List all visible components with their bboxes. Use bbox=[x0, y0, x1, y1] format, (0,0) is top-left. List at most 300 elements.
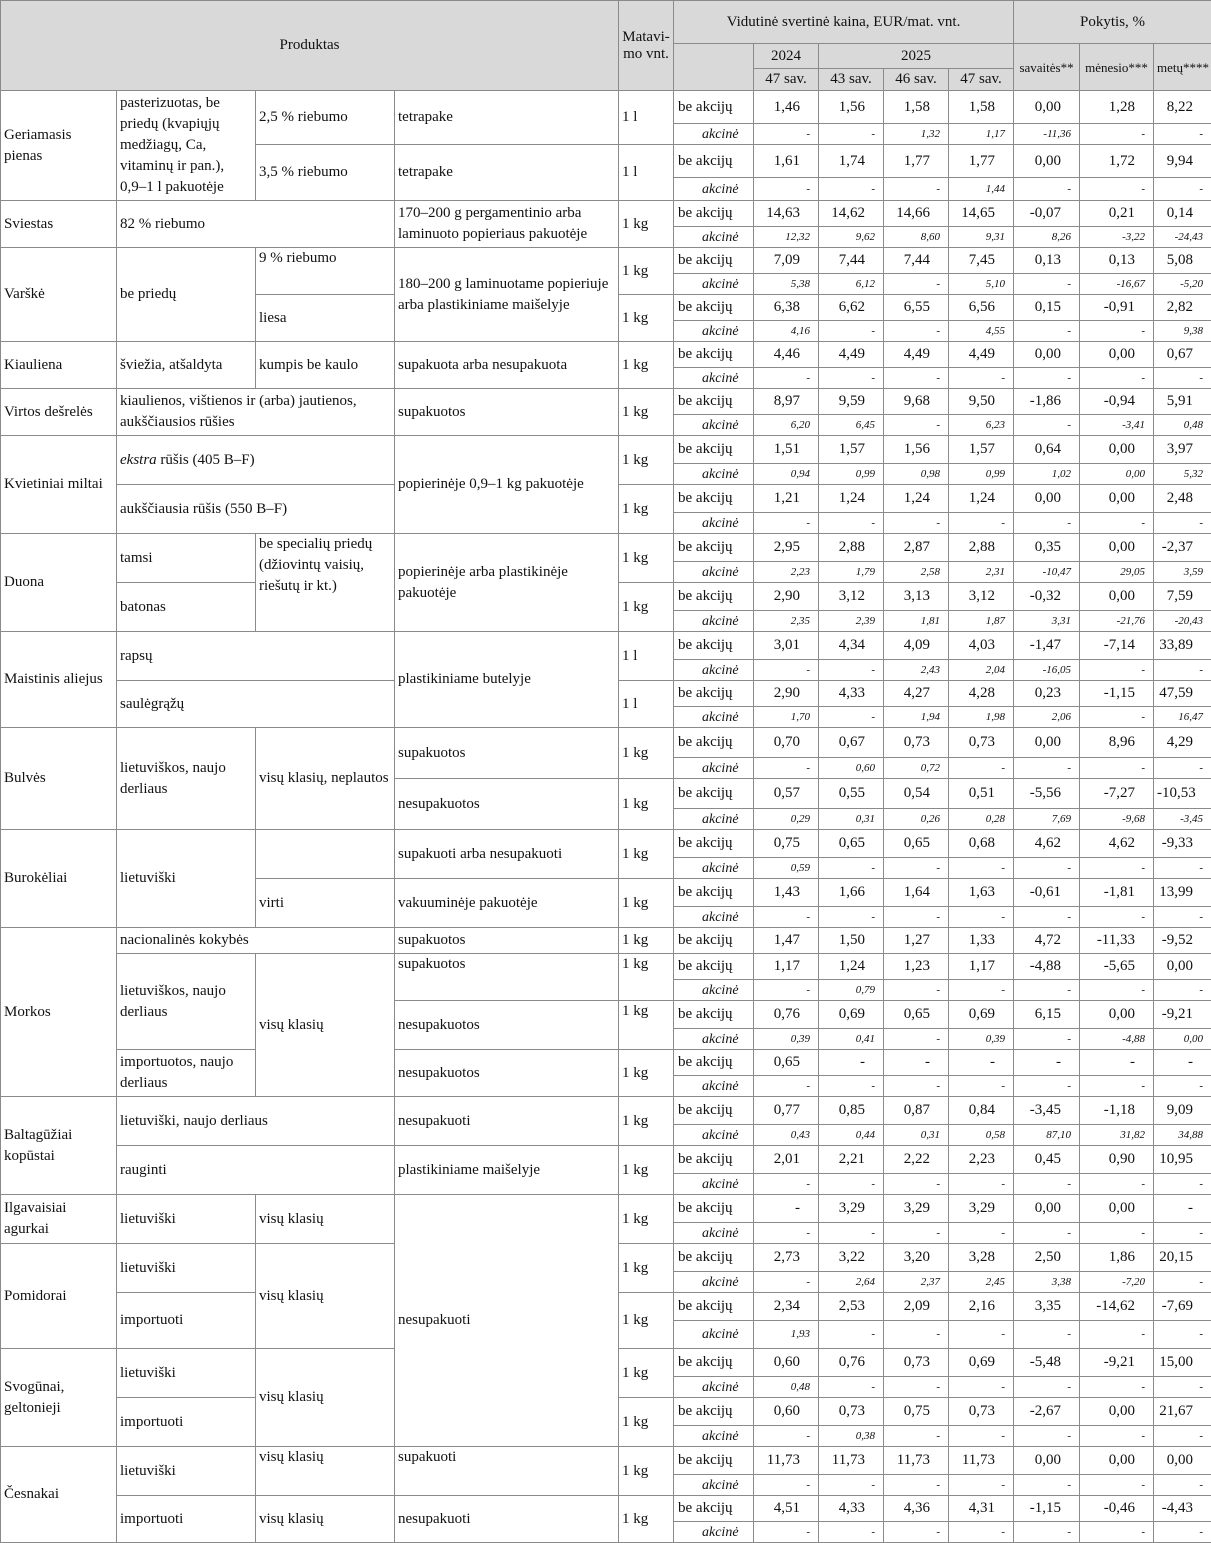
product-name: Pomidorai bbox=[1, 1244, 117, 1349]
unit-cell: 1 kg bbox=[619, 1398, 674, 1447]
product-package: nesupakuotos bbox=[395, 779, 619, 830]
price-value: 0,65 bbox=[819, 830, 884, 858]
change-value: -10,47 bbox=[1014, 562, 1080, 583]
price-value: - bbox=[884, 858, 949, 879]
product-spec: batonas bbox=[117, 583, 256, 632]
price-value: 14,66 bbox=[884, 201, 949, 227]
change-value: - bbox=[1014, 1426, 1080, 1447]
table-row-be-akciju bbox=[1, 1097, 1211, 1125]
change-value: -1,15 bbox=[1014, 1496, 1080, 1522]
change-value: 20,15 bbox=[1154, 1244, 1211, 1272]
change-value: - bbox=[1154, 980, 1211, 1001]
table-row-be-akciju bbox=[1, 954, 1211, 980]
price-value: 4,49 bbox=[819, 342, 884, 368]
price-value: - bbox=[819, 707, 884, 728]
product-name: Varškė bbox=[1, 248, 117, 342]
price-value: 1,44 bbox=[949, 178, 1014, 201]
price-value: 0,48 bbox=[754, 1377, 819, 1398]
change-value: - bbox=[1080, 1321, 1154, 1349]
change-value: 34,88 bbox=[1154, 1125, 1211, 1146]
price-type-akcine: akcinė bbox=[674, 513, 754, 534]
price-type-regular: be akcijų bbox=[674, 342, 754, 368]
price-value: - bbox=[949, 1050, 1014, 1076]
price-value: 9,59 bbox=[819, 389, 884, 415]
table-row-be-akciju bbox=[1, 534, 1211, 562]
price-type-akcine: akcinė bbox=[674, 415, 754, 436]
price-value: 2,58 bbox=[884, 562, 949, 583]
price-type-akcine: akcinė bbox=[674, 1475, 754, 1496]
change-value: 3,31 bbox=[1014, 611, 1080, 632]
table-row-be-akciju bbox=[1, 1447, 1211, 1475]
price-value: - bbox=[949, 858, 1014, 879]
product-spec: virti bbox=[256, 879, 395, 928]
change-value: 0,00 bbox=[1080, 1447, 1154, 1475]
change-value: -7,27 bbox=[1080, 779, 1154, 809]
change-value: -9,52 bbox=[1154, 928, 1211, 954]
change-value: - bbox=[1014, 758, 1080, 779]
change-value: 0,00 bbox=[1014, 1447, 1080, 1475]
change-value: 0,00 bbox=[1080, 1195, 1154, 1223]
change-value: - bbox=[1154, 368, 1211, 389]
change-value: - bbox=[1154, 1050, 1211, 1076]
change-value: - bbox=[1014, 1475, 1080, 1496]
price-value: 1,57 bbox=[949, 436, 1014, 464]
unit-cell: 1 kg bbox=[619, 779, 674, 830]
change-value: 29,05 bbox=[1080, 562, 1154, 583]
change-value: - bbox=[1154, 1377, 1211, 1398]
price-value: 2,31 bbox=[949, 562, 1014, 583]
price-value: - bbox=[949, 1174, 1014, 1195]
price-value: 0,60 bbox=[754, 1349, 819, 1377]
change-value: -9,68 bbox=[1080, 809, 1154, 830]
product-package: 170–200 g pergamentinio arba laminuoto popieriaus pakuotėje bbox=[395, 201, 619, 248]
change-value: - bbox=[1014, 321, 1080, 342]
price-value: - bbox=[754, 1223, 819, 1244]
header-change-year: metų**** bbox=[1154, 44, 1211, 91]
price-type-regular: be akcijų bbox=[674, 954, 754, 980]
change-value: - bbox=[1080, 1475, 1154, 1496]
change-value: -0,61 bbox=[1014, 879, 1080, 907]
change-value: 16,47 bbox=[1154, 707, 1211, 728]
unit-cell: 1 kg bbox=[619, 928, 674, 954]
change-value: -4,43 bbox=[1154, 1496, 1211, 1522]
price-value: 1,17 bbox=[949, 124, 1014, 145]
change-value: - bbox=[1154, 1174, 1211, 1195]
price-type-akcine: akcinė bbox=[674, 1174, 754, 1195]
price-value: 0,54 bbox=[884, 779, 949, 809]
change-value: 2,06 bbox=[1014, 707, 1080, 728]
price-value: 1,23 bbox=[884, 954, 949, 980]
unit-cell: 1 l bbox=[619, 632, 674, 681]
table-row-be-akciju bbox=[1, 1195, 1211, 1223]
price-type-regular: be akcijų bbox=[674, 583, 754, 611]
price-value: - bbox=[949, 1377, 1014, 1398]
price-type-akcine: akcinė bbox=[674, 858, 754, 879]
product-spec: lietuviški, naujo derliaus bbox=[117, 1097, 395, 1146]
change-value: - bbox=[1080, 1076, 1154, 1097]
price-value: 2,34 bbox=[754, 1293, 819, 1321]
table-body bbox=[1, 91, 1211, 1543]
price-value: 2,87 bbox=[884, 534, 949, 562]
price-value: 1,87 bbox=[949, 611, 1014, 632]
price-type-regular: be akcijų bbox=[674, 248, 754, 274]
price-value: 7,44 bbox=[884, 248, 949, 274]
change-value: 2,82 bbox=[1154, 295, 1211, 321]
product-spec: visų klasių bbox=[256, 1349, 395, 1447]
price-value: - bbox=[754, 124, 819, 145]
product-spec: lietuviškos, naujo derliaus bbox=[117, 728, 256, 830]
change-value: -0,07 bbox=[1014, 201, 1080, 227]
price-value: 2,90 bbox=[754, 681, 819, 707]
change-value: - bbox=[1080, 513, 1154, 534]
price-value: - bbox=[819, 1076, 884, 1097]
price-value: 1,94 bbox=[884, 707, 949, 728]
table-row-be-akciju bbox=[1, 1050, 1211, 1076]
price-value: 4,33 bbox=[819, 681, 884, 707]
product-name: Duona bbox=[1, 534, 117, 632]
product-spec: visų klasių bbox=[256, 954, 395, 1097]
price-value: 1,56 bbox=[819, 91, 884, 124]
table-row-be-akciju bbox=[1, 342, 1211, 368]
product-spec: liesa bbox=[256, 295, 395, 342]
change-value: 1,02 bbox=[1014, 464, 1080, 485]
price-type-akcine: akcinė bbox=[674, 178, 754, 201]
change-value: -0,94 bbox=[1080, 389, 1154, 415]
change-value: 33,89 bbox=[1154, 632, 1211, 660]
change-value: - bbox=[1080, 1426, 1154, 1447]
unit-cell: 1 kg bbox=[619, 389, 674, 436]
product-spec: tamsi bbox=[117, 534, 256, 583]
price-value: 0,65 bbox=[884, 1001, 949, 1029]
change-value: 0,00 bbox=[1014, 1195, 1080, 1223]
price-value: 7,45 bbox=[949, 248, 1014, 274]
change-value: 4,62 bbox=[1080, 830, 1154, 858]
price-value: 0,99 bbox=[819, 464, 884, 485]
change-value: - bbox=[1014, 1050, 1080, 1076]
product-spec: importuoti bbox=[117, 1293, 256, 1349]
price-value: 0,75 bbox=[754, 830, 819, 858]
price-value: 1,64 bbox=[884, 879, 949, 907]
change-value: 3,59 bbox=[1154, 562, 1211, 583]
change-value: 0,14 bbox=[1154, 201, 1211, 227]
change-value: - bbox=[1154, 907, 1211, 928]
price-value: 1,79 bbox=[819, 562, 884, 583]
price-value: - bbox=[819, 124, 884, 145]
price-value: 1,21 bbox=[754, 485, 819, 513]
change-value: 0,00 bbox=[1080, 464, 1154, 485]
change-value: - bbox=[1154, 1321, 1211, 1349]
price-value: 2,88 bbox=[819, 534, 884, 562]
price-value: 0,69 bbox=[819, 1001, 884, 1029]
change-value: - bbox=[1080, 707, 1154, 728]
change-value: 0,35 bbox=[1014, 534, 1080, 562]
change-value: 0,00 bbox=[1014, 485, 1080, 513]
price-value: 6,56 bbox=[949, 295, 1014, 321]
price-value: 0,73 bbox=[884, 1349, 949, 1377]
price-value: 1,32 bbox=[884, 124, 949, 145]
change-value: -7,69 bbox=[1154, 1293, 1211, 1321]
price-value: - bbox=[819, 1223, 884, 1244]
change-value: -4,88 bbox=[1080, 1029, 1154, 1050]
product-spec: 2,5 % riebumo bbox=[256, 91, 395, 145]
price-type-akcine: akcinė bbox=[674, 124, 754, 145]
change-value: 0,90 bbox=[1080, 1146, 1154, 1174]
change-value: 13,99 bbox=[1154, 879, 1211, 907]
price-value: 1,24 bbox=[949, 485, 1014, 513]
product-spec: importuoti bbox=[117, 1496, 256, 1543]
product-package: nesupakuoti bbox=[395, 1496, 619, 1543]
price-type-akcine: akcinė bbox=[674, 660, 754, 681]
change-value: -5,56 bbox=[1014, 779, 1080, 809]
change-value: 5,08 bbox=[1154, 248, 1211, 274]
price-value: 6,38 bbox=[754, 295, 819, 321]
product-package: nesupakuotos bbox=[395, 1050, 619, 1097]
change-value: 2,48 bbox=[1154, 485, 1211, 513]
price-value: 1,77 bbox=[949, 145, 1014, 178]
change-value: -16,05 bbox=[1014, 660, 1080, 681]
product-name: Ilgavaisiai agurkai bbox=[1, 1195, 117, 1244]
price-value: - bbox=[754, 513, 819, 534]
price-value: 14,63 bbox=[754, 201, 819, 227]
change-value: 0,00 bbox=[1080, 1001, 1154, 1029]
unit-cell: 1 kg bbox=[619, 1244, 674, 1293]
change-value: - bbox=[1014, 858, 1080, 879]
price-value: 5,10 bbox=[949, 274, 1014, 295]
unit-cell: 1 kg bbox=[619, 201, 674, 248]
price-type-regular: be akcijų bbox=[674, 779, 754, 809]
change-value: - bbox=[1080, 660, 1154, 681]
price-value: - bbox=[819, 907, 884, 928]
price-value: - bbox=[884, 1321, 949, 1349]
change-value: - bbox=[1014, 1522, 1080, 1543]
product-spec: pasterizuotas, be priedų (kvapiųjų medžiagų, Ca, vitaminų ir pan.), 0,9–1 l pakuotėje bbox=[117, 91, 256, 201]
change-value: -7,20 bbox=[1080, 1272, 1154, 1293]
change-value: -1,86 bbox=[1014, 389, 1080, 415]
change-value: - bbox=[1154, 1426, 1211, 1447]
price-type-regular: be akcijų bbox=[674, 1097, 754, 1125]
price-value: 1,46 bbox=[754, 91, 819, 124]
price-value: 3,29 bbox=[819, 1195, 884, 1223]
header-change-week: savaitės** bbox=[1014, 44, 1080, 91]
price-value: 0,69 bbox=[949, 1349, 1014, 1377]
header-year-2025: 2025 bbox=[819, 44, 1014, 69]
product-spec bbox=[256, 830, 395, 879]
product-name: Sviestas bbox=[1, 201, 117, 248]
change-value: -3,45 bbox=[1154, 809, 1211, 830]
price-value: 0,72 bbox=[884, 758, 949, 779]
price-value: 0,87 bbox=[884, 1097, 949, 1125]
price-value: 2,21 bbox=[819, 1146, 884, 1174]
price-value: - bbox=[884, 415, 949, 436]
unit-cell: 1 l bbox=[619, 145, 674, 201]
price-type-akcine: akcinė bbox=[674, 907, 754, 928]
unit-cell: 1 kg bbox=[619, 1349, 674, 1398]
price-type-akcine: akcinė bbox=[674, 980, 754, 1001]
price-value: 6,55 bbox=[884, 295, 949, 321]
price-value: 1,74 bbox=[819, 145, 884, 178]
price-type-akcine: akcinė bbox=[674, 562, 754, 583]
price-value: 11,73 bbox=[819, 1447, 884, 1475]
price-value: 0,31 bbox=[819, 809, 884, 830]
price-value: 0,99 bbox=[949, 464, 1014, 485]
product-name: Geriamasis pienas bbox=[1, 91, 117, 201]
table-row-be-akciju bbox=[1, 201, 1211, 227]
price-value: 7,44 bbox=[819, 248, 884, 274]
product-spec: visų klasių bbox=[256, 1447, 395, 1496]
price-value: 11,73 bbox=[884, 1447, 949, 1475]
price-value: 4,16 bbox=[754, 321, 819, 342]
price-value: 11,73 bbox=[754, 1447, 819, 1475]
unit-cell: 1 l bbox=[619, 681, 674, 728]
price-type-akcine: akcinė bbox=[674, 758, 754, 779]
price-value: - bbox=[819, 1377, 884, 1398]
change-value: 4,72 bbox=[1014, 928, 1080, 954]
price-value: 4,55 bbox=[949, 321, 1014, 342]
table-row-be-akciju bbox=[1, 632, 1211, 660]
change-value: 7,59 bbox=[1154, 583, 1211, 611]
header-change-group: Pokytis, % bbox=[1014, 1, 1211, 44]
change-value: - bbox=[1154, 1195, 1211, 1223]
price-type-akcine: akcinė bbox=[674, 1125, 754, 1146]
change-value: - bbox=[1080, 858, 1154, 879]
product-spec: nacionalinės kokybės bbox=[117, 928, 395, 954]
price-type-akcine: akcinė bbox=[674, 227, 754, 248]
product-name: Baltagūžiai kopūstai bbox=[1, 1097, 117, 1195]
price-value: 0,69 bbox=[949, 1001, 1014, 1029]
change-value: 8,96 bbox=[1080, 728, 1154, 758]
price-value: 9,50 bbox=[949, 389, 1014, 415]
price-value: 4,36 bbox=[884, 1496, 949, 1522]
price-value: 1,51 bbox=[754, 436, 819, 464]
change-value: 9,38 bbox=[1154, 321, 1211, 342]
price-type-akcine: akcinė bbox=[674, 1522, 754, 1543]
price-value: 2,73 bbox=[754, 1244, 819, 1272]
price-value: 0,98 bbox=[884, 464, 949, 485]
change-value: 8,22 bbox=[1154, 91, 1211, 124]
price-type-regular: be akcijų bbox=[674, 295, 754, 321]
price-value: 0,65 bbox=[754, 1050, 819, 1076]
table-row-be-akciju bbox=[1, 830, 1211, 858]
change-value: 0,00 bbox=[1080, 583, 1154, 611]
price-value: - bbox=[819, 178, 884, 201]
change-value: -5,48 bbox=[1014, 1349, 1080, 1377]
change-value: -1,47 bbox=[1014, 632, 1080, 660]
change-value: - bbox=[1014, 1174, 1080, 1195]
header-week: 43 sav. bbox=[819, 69, 884, 91]
change-value: 0,23 bbox=[1014, 681, 1080, 707]
price-value: 1,63 bbox=[949, 879, 1014, 907]
price-type-regular: be akcijų bbox=[674, 830, 754, 858]
unit-cell: 1 kg bbox=[619, 534, 674, 583]
price-value: 0,38 bbox=[819, 1426, 884, 1447]
price-value: 3,13 bbox=[884, 583, 949, 611]
change-value: 0,00 bbox=[1014, 728, 1080, 758]
unit-cell: 1 kg bbox=[619, 1293, 674, 1349]
change-value: - bbox=[1154, 1522, 1211, 1543]
price-value: 7,09 bbox=[754, 248, 819, 274]
price-value: 3,29 bbox=[949, 1195, 1014, 1223]
product-spec: saulėgrąžų bbox=[117, 681, 395, 728]
product-spec: kiaulienos, vištienos ir (arba) jautienos, aukščiausios rūšies bbox=[117, 389, 395, 436]
change-value: - bbox=[1080, 907, 1154, 928]
change-value: 0,00 bbox=[1080, 534, 1154, 562]
change-value: 0,67 bbox=[1154, 342, 1211, 368]
change-value: 0,21 bbox=[1080, 201, 1154, 227]
price-type-regular: be akcijų bbox=[674, 1293, 754, 1321]
unit-cell: 1 kg bbox=[619, 728, 674, 779]
change-value: -3,41 bbox=[1080, 415, 1154, 436]
price-value: 1,17 bbox=[754, 954, 819, 980]
change-value: -0,46 bbox=[1080, 1496, 1154, 1522]
price-value: 2,88 bbox=[949, 534, 1014, 562]
price-value: - bbox=[884, 1076, 949, 1097]
price-value: - bbox=[754, 980, 819, 1001]
change-value: 0,00 bbox=[1080, 342, 1154, 368]
change-value: - bbox=[1014, 368, 1080, 389]
price-value: 0,85 bbox=[819, 1097, 884, 1125]
price-value: 6,23 bbox=[949, 415, 1014, 436]
change-value: 0,00 bbox=[1014, 342, 1080, 368]
price-value: 4,34 bbox=[819, 632, 884, 660]
product-spec: aukščiausia rūšis (550 B–F) bbox=[117, 485, 395, 534]
change-value: 0,45 bbox=[1014, 1146, 1080, 1174]
change-value: - bbox=[1014, 274, 1080, 295]
price-value: 0,26 bbox=[884, 809, 949, 830]
price-value: 2,22 bbox=[884, 1146, 949, 1174]
product-package: nesupakuotos bbox=[395, 1001, 619, 1050]
price-value: 2,53 bbox=[819, 1293, 884, 1321]
price-value: 8,97 bbox=[754, 389, 819, 415]
unit-cell: 1 kg bbox=[619, 342, 674, 389]
product-spec: kumpis be kaulo bbox=[256, 342, 395, 389]
price-value: - bbox=[884, 1377, 949, 1398]
product-package: supakuotos bbox=[395, 954, 619, 1001]
price-value: 1,27 bbox=[884, 928, 949, 954]
product-name: Kvietiniai miltai bbox=[1, 436, 117, 534]
price-type-regular: be akcijų bbox=[674, 201, 754, 227]
price-value: 1,47 bbox=[754, 928, 819, 954]
change-value: 8,26 bbox=[1014, 227, 1080, 248]
price-value: 1,56 bbox=[884, 436, 949, 464]
change-value: -7,14 bbox=[1080, 632, 1154, 660]
price-value: 1,61 bbox=[754, 145, 819, 178]
price-value: 6,20 bbox=[754, 415, 819, 436]
price-value: - bbox=[949, 907, 1014, 928]
unit-cell: 1 kg bbox=[619, 1097, 674, 1146]
product-name: Burokėliai bbox=[1, 830, 117, 928]
price-type-akcine: akcinė bbox=[674, 1321, 754, 1349]
change-value: 0,00 bbox=[1014, 145, 1080, 178]
price-value: 9,68 bbox=[884, 389, 949, 415]
change-value: -5,65 bbox=[1080, 954, 1154, 980]
change-value: - bbox=[1080, 1377, 1154, 1398]
price-value: - bbox=[819, 1321, 884, 1349]
price-value: - bbox=[884, 1050, 949, 1076]
price-value: 3,12 bbox=[949, 583, 1014, 611]
price-value: 2,04 bbox=[949, 660, 1014, 681]
change-value: 0,13 bbox=[1014, 248, 1080, 274]
price-value: 4,46 bbox=[754, 342, 819, 368]
change-value: - bbox=[1014, 1377, 1080, 1398]
price-value: 1,93 bbox=[754, 1321, 819, 1349]
price-value: 1,24 bbox=[884, 485, 949, 513]
product-package: nesupakuoti bbox=[395, 1195, 619, 1447]
price-value: - bbox=[884, 1174, 949, 1195]
change-value: 15,00 bbox=[1154, 1349, 1211, 1377]
change-value: 0,64 bbox=[1014, 436, 1080, 464]
change-value: - bbox=[1080, 1223, 1154, 1244]
price-value: - bbox=[884, 1426, 949, 1447]
